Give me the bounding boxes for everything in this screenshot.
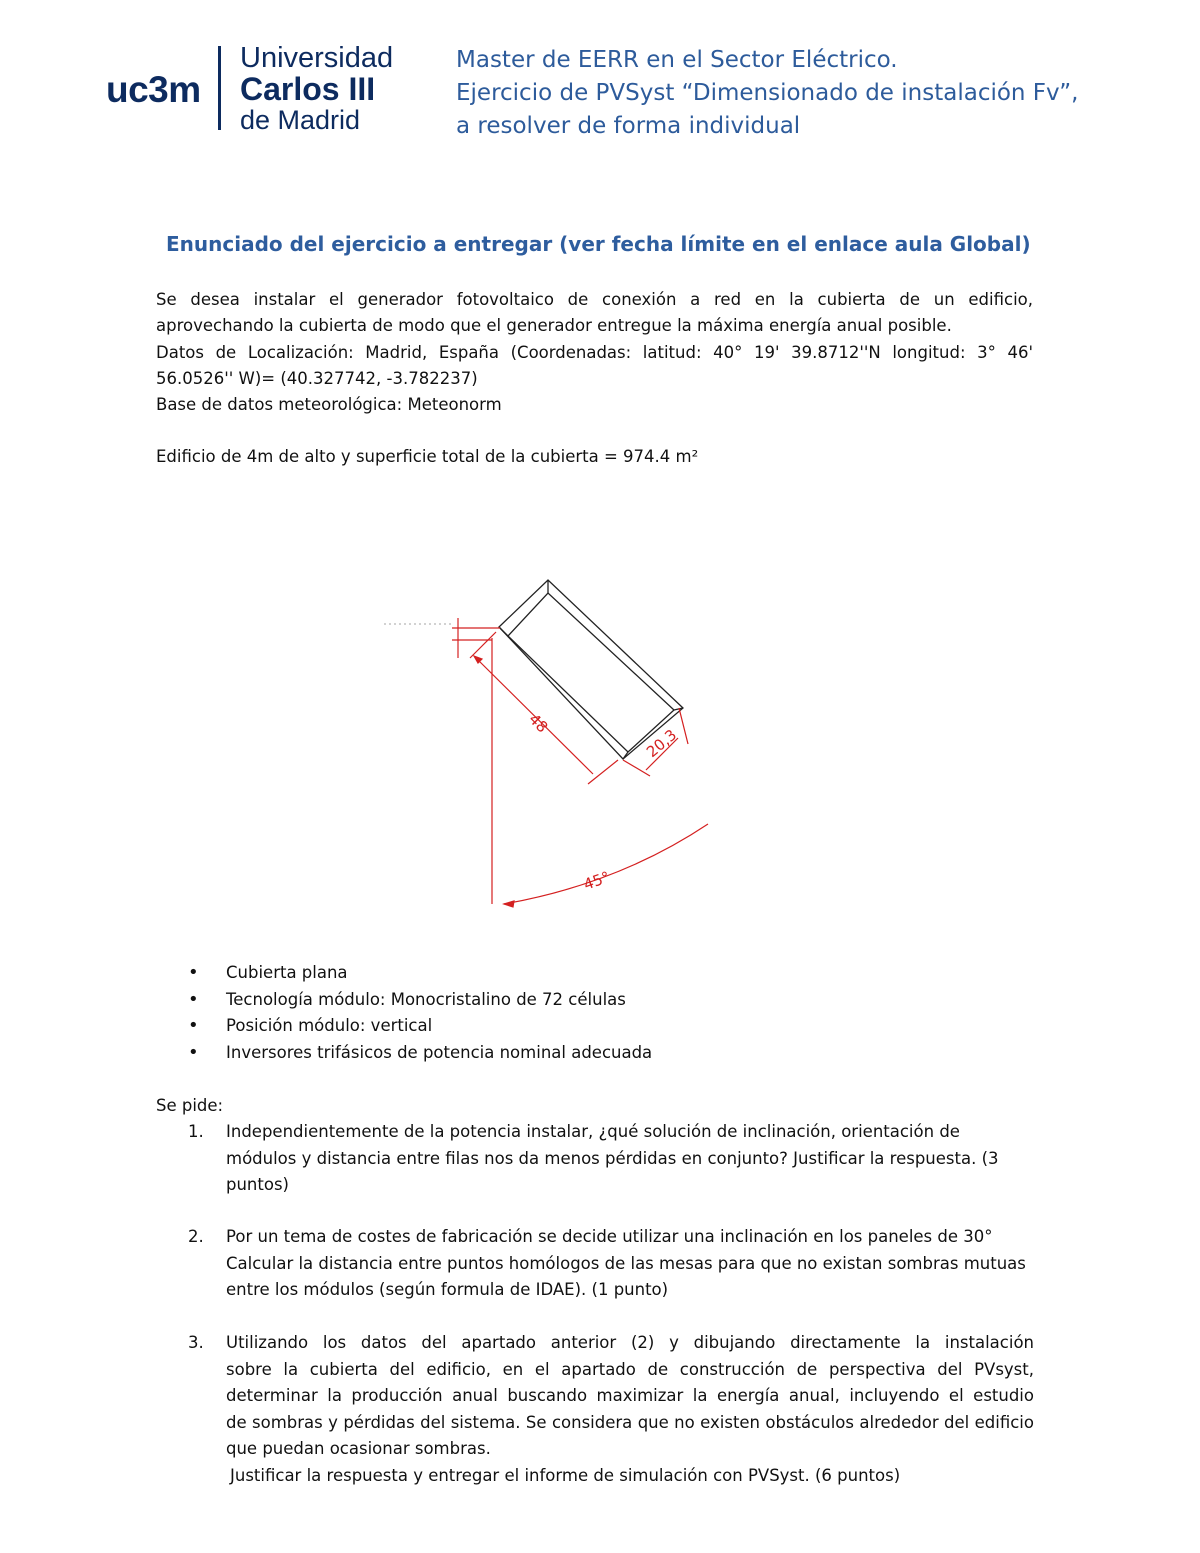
location-line-1: Datos de Localización: Madrid, España (Coordenadas: latitud: 40° 19' 39.8712''N longitud: 3° 46' [156,342,1033,362]
list-item: • Posición módulo: vertical [188,1013,652,1040]
logo-line-1: Universidad [240,42,394,74]
intro-line-1: Se desea instalar el generador fotovoltaico de conexión a red en la cubierta de un edificio, [156,290,1033,309]
logo-short: uc3m [106,69,201,110]
header-line-1: Master de EERR en el Sector Eléctrico. [456,47,898,73]
requirements-list [188,960,652,1067]
question-line: Utilizando los datos del apartado anterior (2) y dibujando directamente la instalación [226,1333,1034,1352]
question-line: determinar la producción anual buscando maximizar la energía anual, incluyendo el estudio [226,1386,1034,1405]
roof-layout-diagram [378,574,718,934]
logo-line-2: Carlos III [240,71,376,107]
list-item: • Tecnología módulo: Monocristalino de 72 células [188,987,652,1014]
logo-divider [218,46,221,130]
dimension-lines [452,618,708,907]
question-number: 1. [188,1122,204,1141]
building-info: Edificio de 4m de alto y superficie total de la cubierta = 974.4 m² [156,447,699,467]
building-outline [499,580,683,762]
intro-text [156,287,1033,471]
question-line: Independientemente de la potencia instalar, ¿qué solución de inclinación, orientación de [226,1122,960,1141]
uc3m-logo [106,40,396,135]
intro-line-2: aprovechando la cubierta de modo que el generador entregue la máxima energía anual posible. [156,316,952,336]
logo-line-3: de Madrid [240,105,361,135]
width-label: 20,3 [643,725,681,762]
document-header [456,44,1078,143]
se-pide-label: Se pide: [156,1096,224,1115]
question-line: Justificar la respuesta y entregar el informe de simulación con PVSyst. (6 puntos) [230,1465,901,1485]
question-number: 2. [188,1227,204,1246]
question-number: 3. [188,1333,204,1352]
question-line: que puedan ocasionar sombras. [226,1439,491,1458]
question-line: sobre la cubierta del edificio, en el apartado de construcción de perspectiva del PVsyst, [226,1359,1034,1379]
angle-label: 45° [581,867,613,894]
list-item: • Cubierta plana [188,960,652,987]
header-line-3: a resolver de forma individual [456,113,801,139]
location-line-2: 56.0526'' W)= (40.327742, -3.782237) [156,368,478,388]
list-item: • Inversores trifásicos de potencia nominal adecuada [188,1040,652,1067]
question-line: puntos) [226,1175,289,1194]
question-line: de sombras y pérdidas del sistema. Se considera que no existen obstáculos alrededor del edificio [226,1412,1034,1432]
question-1 [188,1119,1034,1199]
question-line: módulos y distancia entre filas nos da menos pérdidas en conjunto? Justificar la respuesta. (3 [226,1148,999,1168]
length-label: 48 [525,710,552,737]
question-2 [188,1224,1034,1304]
question-line: entre los módulos (según formula de IDAE). (1 punto) [226,1280,669,1299]
meteo-database: Base de datos meteorológica: Meteonorm [156,395,502,415]
exercise-heading: Enunciado del ejercicio a entregar (ver fecha límite en el enlace aula Global) [166,232,1031,256]
question-line: Por un tema de costes de fabricación se decide utilizar una inclinación en los paneles de 30° [226,1227,993,1246]
question-3 [188,1330,1034,1489]
header-line-2: Ejercicio de PVSyst “Dimensionado de instalación Fv”, [456,80,1079,106]
question-line: Calcular la distancia entre puntos homólogos de las mesas para que no existan sombras mutuas [226,1253,1026,1273]
